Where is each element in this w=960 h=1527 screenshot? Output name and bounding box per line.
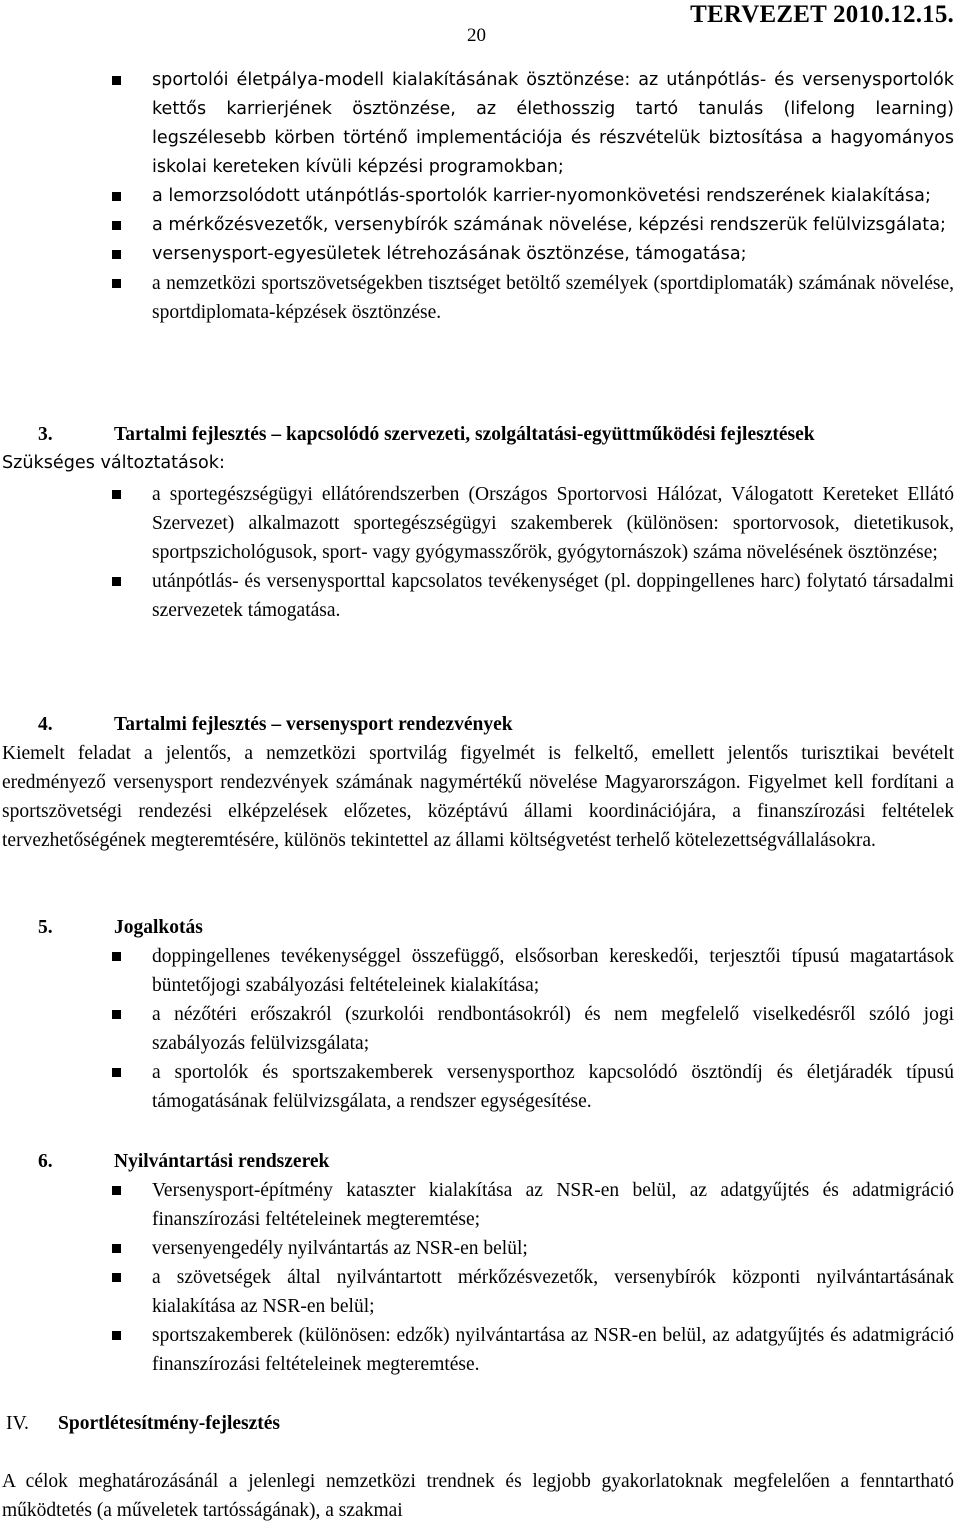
list-item: a sportegészségügyi ellátórendszerben (Országos Sportorvosi Hálózat, Válogatott Kereteket Ellátó Szervezet) alkalmazott sportegészségügyi szakemberek (különösen: sportorvosok, dietetikusok, sportpszichológusok, sport- vagy gyógymasszőrök, gyógytornászok) száma növelésének ösztönzése; [0, 480, 960, 567]
section-6 [0, 1147, 960, 1379]
square-bullet-icon [112, 490, 121, 499]
section-title: Tartalmi fejlesztés – versenysport rendezvények [114, 714, 513, 735]
section-number: 5. [38, 917, 53, 938]
section-heading [0, 420, 960, 449]
list-item: sportszakemberek (különösen: edzők) nyilvántartása az NSR-en belül, az adatgyűjtés és adatmigráció finanszírozási feltételeinek megteremtése. [0, 1321, 960, 1379]
section-number: 6. [38, 1151, 53, 1172]
square-bullet-icon [112, 952, 121, 961]
page-number: 20 [467, 25, 486, 46]
square-bullet-icon [112, 1273, 121, 1282]
section-title: Nyilvántartási rendszerek [114, 1151, 330, 1172]
intro-bullet-list [0, 66, 960, 327]
square-bullet-icon [112, 1010, 121, 1019]
section-5 [0, 913, 960, 1116]
section-title: Tartalmi fejlesztés – kapcsolódó szervezeti, szolgáltatási-együttműködési fejlesztések [114, 424, 815, 445]
section-heading [0, 913, 960, 942]
square-bullet-icon [112, 1186, 121, 1195]
square-bullet-icon [112, 279, 121, 288]
list-item: versenysport-egyesületek létrehozásának ösztönzése, támogatása; [0, 240, 960, 269]
section-subheading: Szükséges változtatások: [2, 453, 225, 473]
list-item: a szövetségek által nyilvántartott mérkőzésvezetők, versenybírók központi nyilvántartásának kialakítása az NSR-en belül; [0, 1263, 960, 1321]
section-3 [0, 420, 960, 625]
square-bullet-icon [112, 1244, 121, 1253]
list-item: a mérkőzésvezetők, versenybírók számának növelése, képzési rendszerük felülvizsgálata; [0, 211, 960, 240]
list-item: sportolói életpálya-modell kialakításának ösztönzése: az utánpótlás- és versenysportolók kettős karrierjének ösztönzése, az élethosszig tartó tanulás (lifelong learning) legszélesebb körben történő implementációja és részvételük biztosítása a hagyományos iskolai kereteken kívüli képzési programokban; [0, 66, 960, 182]
square-bullet-icon [112, 192, 121, 201]
section-number: 3. [38, 424, 53, 445]
section-number: 4. [38, 714, 53, 735]
section-heading [0, 710, 960, 739]
square-bullet-icon [112, 1068, 121, 1077]
square-bullet-icon [112, 221, 121, 230]
chapter-title: Sportlétesítmény-fejlesztés [58, 1413, 280, 1434]
list-item: a nemzetközi sportszövetségekben tisztséget betöltő személyek (sportdiplomaták) számának növelése, sportdiplomata-képzések ösztönzése. [0, 269, 960, 327]
square-bullet-icon [112, 577, 121, 586]
section-heading [0, 1147, 960, 1176]
square-bullet-icon [112, 76, 121, 85]
list-item: a sportolók és sportszakemberek versenysporthoz kapcsolódó ösztöndíj és életjáradék típusú támogatásának felülvizsgálata, a rendszer egységesítése. [0, 1058, 960, 1116]
square-bullet-icon [112, 1331, 121, 1340]
list-item: a lemorzsolódott utánpótlás-sportolók karrier-nyomonkövetési rendszerének kialakítása; [0, 182, 960, 211]
list-item: versenyengedély nyilvántartás az NSR-en belül; [0, 1234, 960, 1263]
list-item: Versenysport-építmény kataszter kialakítása az NSR-en belül, az adatgyűjtés és adatmigráció finanszírozási feltételeinek megteremtése; [0, 1176, 960, 1234]
section-4 [0, 710, 960, 855]
list-item: a nézőtéri erőszakról (szurkolói rendbontásokról) és nem megfelelő viselkedésről szóló jogi szabályozás felülvizsgálata; [0, 1000, 960, 1058]
list-item: utánpótlás- és versenysporttal kapcsolatos tevékenységet (pl. doppingellenes harc) folytató társadalmi szervezetek támogatása. [0, 567, 960, 625]
section-paragraph: Kiemelt feladat a jelentős, a nemzetközi sportvilág figyelmét is felkeltő, emellett jelentős turisztikai bevételt eredményező versenysport rendezvények számának nagymértékű növelése Magyarországon. Figyelmet kell fordítani a sportszövetségi rendezési elképzelések előzetes, középtávú állami koordinációjára, a finanszírozási feltételek tervezhetőségének megteremtésére, különös tekintettel az állami költségvetést terhelő kötelezettségvállalásokra. [2, 743, 954, 851]
list-item: doppingellenes tevékenységgel összefüggő, elsősorban kereskedői, terjesztői típusú magatartások büntetőjogi szabályozási feltételeinek kialakítása; [0, 942, 960, 1000]
chapter-paragraph: A célok meghatározásánál a jelenlegi nemzetközi trendnek és legjobb gyakorlatoknak megfelelően a fenntartható működtetés (a műveletek tartósságának), a szakmai [2, 1471, 954, 1521]
chapter-heading [0, 1409, 960, 1438]
chapter-number: IV. [6, 1413, 29, 1434]
chapter-iv [0, 1409, 960, 1525]
section-title: Jogalkotás [114, 917, 203, 938]
draft-watermark-label: TERVEZET 2010.12.15. [690, 1, 954, 28]
square-bullet-icon [112, 250, 121, 259]
